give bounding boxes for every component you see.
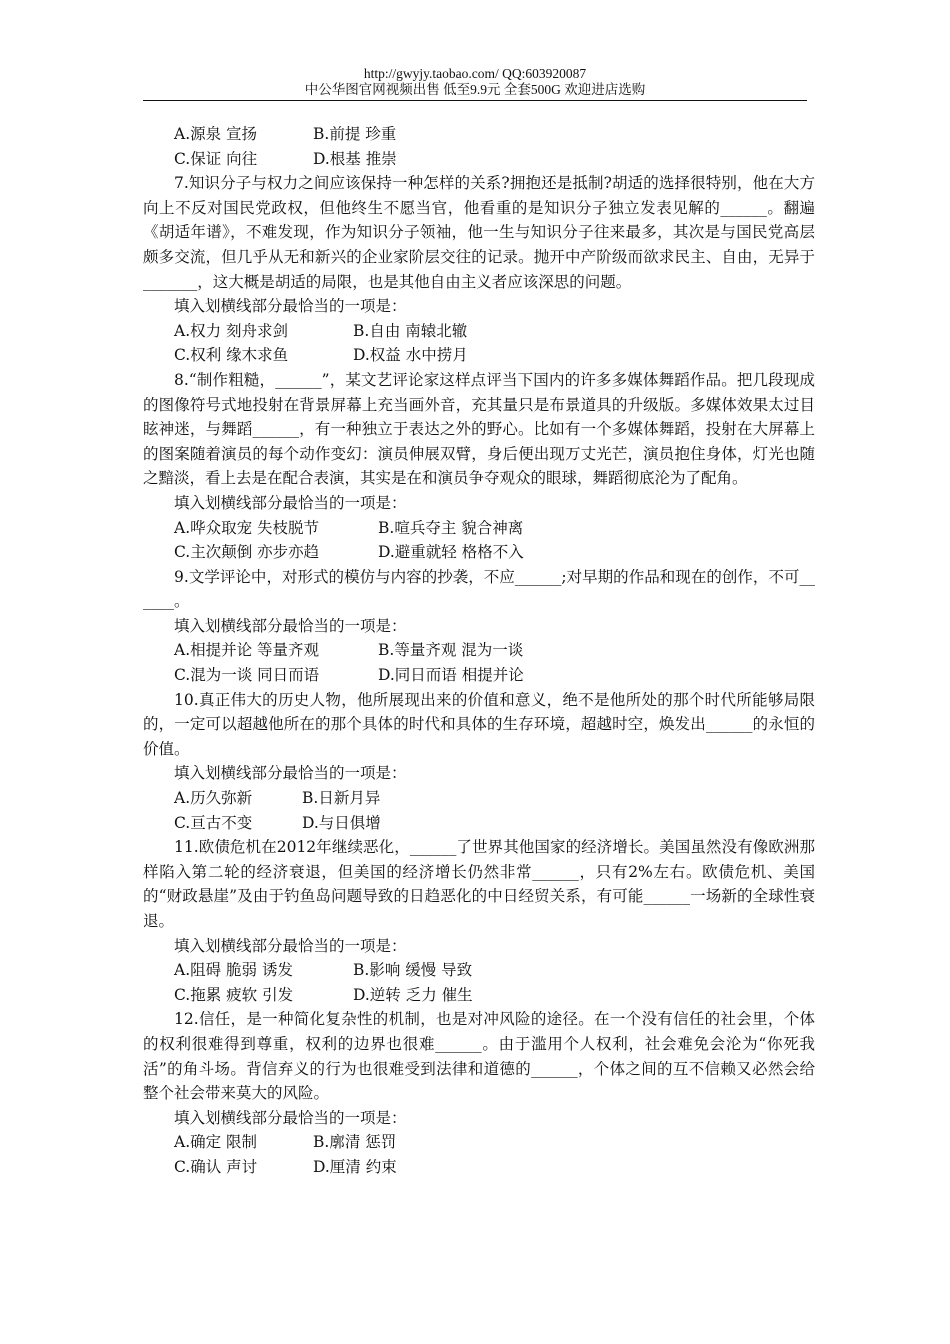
q11-option-c: C.拖累 疲软 引发 xyxy=(174,985,294,1004)
q12-stem: 12.信任，是一种简化复杂性的机制，也是对冲风险的途径。在一个没有信任的社会里，个体的权利很难得到尊重，权利的边界也很难______。由于滥用个人权利，社会难免会沦为“你死我活”的角斗场。背信弃义的行为也很难受到法律和道德的______，个体之间的互不信赖又必然会给整个社会带来莫大的风险。 xyxy=(143,1010,815,1103)
q7-option-d: D.权益 水中捞月 xyxy=(353,346,468,365)
q11-options-row-1 xyxy=(143,958,815,983)
q7-prompt: 填入划横线部分最恰当的一项是： xyxy=(174,297,407,316)
q6-option-d: D.根基 推崇 xyxy=(313,149,397,168)
q12-option-a: A.确定 限制 xyxy=(174,1133,258,1152)
q9-options-row-2 xyxy=(143,663,815,688)
q10-option-b: B.日新月异 xyxy=(302,789,381,808)
q6-option-b: B.前提 珍重 xyxy=(313,125,397,143)
q6-options-row-1 xyxy=(143,122,815,147)
q9-stem: 9.文学评论中，对形式的模仿与内容的抄袭，不应______;对早期的作品和现在的创作，不可______。 xyxy=(143,567,815,611)
q11-prompt: 填入划横线部分最恰当的一项是： xyxy=(174,936,407,955)
q9-option-d: D.同日而语 相提并论 xyxy=(378,666,524,685)
q8-stem: 8.“制作粗糙，______”，某文艺评论家这样点评当下国内的许多多媒体舞蹈作品。把几段现成的图像符号式地投射在背景屏幕上充当画外音，充其量只是布景道具的升级版。多媒体效果太过目眩神迷，与舞蹈______，有一种独立于表达之外的野心。比如有一个多媒体舞蹈，投射在大屏幕上的图案随着演员的每个动作变幻：演员伸展双臂，身后便出现万丈光芒，演员抱住身体，灯光也随之黯淡，看上去是在配合表演，其实是在和演员争夺观众的眼球，舞蹈彻底沦为了配角。 xyxy=(143,370,815,488)
q10-prompt: 填入划横线部分最恰当的一项是： xyxy=(174,764,407,783)
q6-option-c: C.保证 向往 xyxy=(174,149,258,168)
q7-stem: 7.知识分子与权力之间应该保持一种怎样的关系?拥抱还是抵制?胡适的选择很特别，他在大方向上不反对国民党政权，但他终生不愿当官，他看重的是知识分子独立发表见解的______。翻遍《胡适年谱》，不难发现，作为知识分子领袖，他一生与知识分子往来最多，其次是与国民党高层颇多交流，但几乎从无和新兴的企业家阶层交往的记录。抛开中产阶级而欲求民主、自由，无异于_______，这大概是胡适的局限，也是其他自由主义者应该深思的问题。 xyxy=(143,174,815,291)
q12-prompt: 填入划横线部分最恰当的一项是： xyxy=(174,1108,407,1127)
header-url-line: http://gwyjy.taobao.com/ QQ:603920087 xyxy=(363,66,587,81)
q8-option-c: C.主次颠倒 亦步亦趋 xyxy=(174,543,320,562)
document-body xyxy=(143,122,815,1180)
q10-option-a: A.历久弥新 xyxy=(174,789,253,808)
q10-option-d: D.与日俱增 xyxy=(302,813,381,832)
page-header xyxy=(143,66,807,98)
q10-stem: 10.真正伟大的历史人物，他所展现出来的价值和意义，绝不是他所处的那个时代所能够局限的，一定可以超越他所在的那个具体的时代和具体的生存环境，超越时空，焕发出______的永恒的价值。 xyxy=(143,690,815,758)
q8-options-row-1 xyxy=(143,516,815,541)
q9-prompt: 填入划横线部分最恰当的一项是： xyxy=(174,616,407,635)
q7-options-row-1 xyxy=(143,319,815,344)
q8-option-b: B.喧兵夺主 貌合神离 xyxy=(378,518,524,537)
q10-options-row-1 xyxy=(143,786,815,811)
q8-option-a: A.哗众取宠 失枝脱节 xyxy=(174,518,320,537)
q7-option-b: B.自由 南辕北辙 xyxy=(353,321,468,340)
q8-prompt: 填入划横线部分最恰当的一项是： xyxy=(174,493,407,512)
header-divider xyxy=(143,100,807,101)
header-ad-line: 中公华图官网视频出售 低至9.9元 全套500G 欢迎进店选购 xyxy=(304,82,646,97)
q7-options-row-2 xyxy=(143,343,815,368)
q8-option-d: D.避重就轻 格格不入 xyxy=(378,543,524,562)
q12-options-row-2 xyxy=(143,1155,815,1180)
q12-option-b: B.廓清 惩罚 xyxy=(313,1133,397,1152)
q11-option-d: D.逆转 乏力 催生 xyxy=(353,985,473,1004)
q11-options-row-2 xyxy=(143,983,815,1008)
q12-options-row-1 xyxy=(143,1130,815,1155)
q11-option-b: B.影响 缓慢 导致 xyxy=(353,961,473,980)
q12-option-c: C.确认 声讨 xyxy=(174,1157,258,1176)
q10-options-row-2 xyxy=(143,811,815,836)
q9-option-c: C.混为一谈 同日而语 xyxy=(174,666,320,685)
q9-option-b: B.等量齐观 混为一谈 xyxy=(378,641,524,660)
q9-option-a: A.相提并论 等量齐观 xyxy=(174,641,320,660)
q10-option-c: C.亘古不变 xyxy=(174,813,253,832)
q8-options-row-2 xyxy=(143,540,815,565)
q11-option-a: A.阻碍 脆弱 诱发 xyxy=(174,961,293,980)
q6-option-a: A.源泉 宣扬 xyxy=(174,125,258,143)
q7-option-c: C.权利 缘木求鱼 xyxy=(174,346,289,365)
q9-options-row-1 xyxy=(143,638,815,663)
q6-options-row-2 xyxy=(143,147,815,172)
q12-option-d: D.厘清 约束 xyxy=(313,1157,397,1176)
q11-stem: 11.欧债危机在2012年继续恶化，______了世界其他国家的经济增长。美国虽然没有像欧洲那样陷入第二轮的经济衰退，但美国的经济增长仍然非常______，只有2%左右。欧债危机、美国的“财政悬崖”及由于钓鱼岛问题导致的日趋恶化的中日经贸关系，有可能______一场新的全球性衰退。 xyxy=(143,838,815,930)
q7-option-a: A.权力 刻舟求剑 xyxy=(174,321,289,340)
